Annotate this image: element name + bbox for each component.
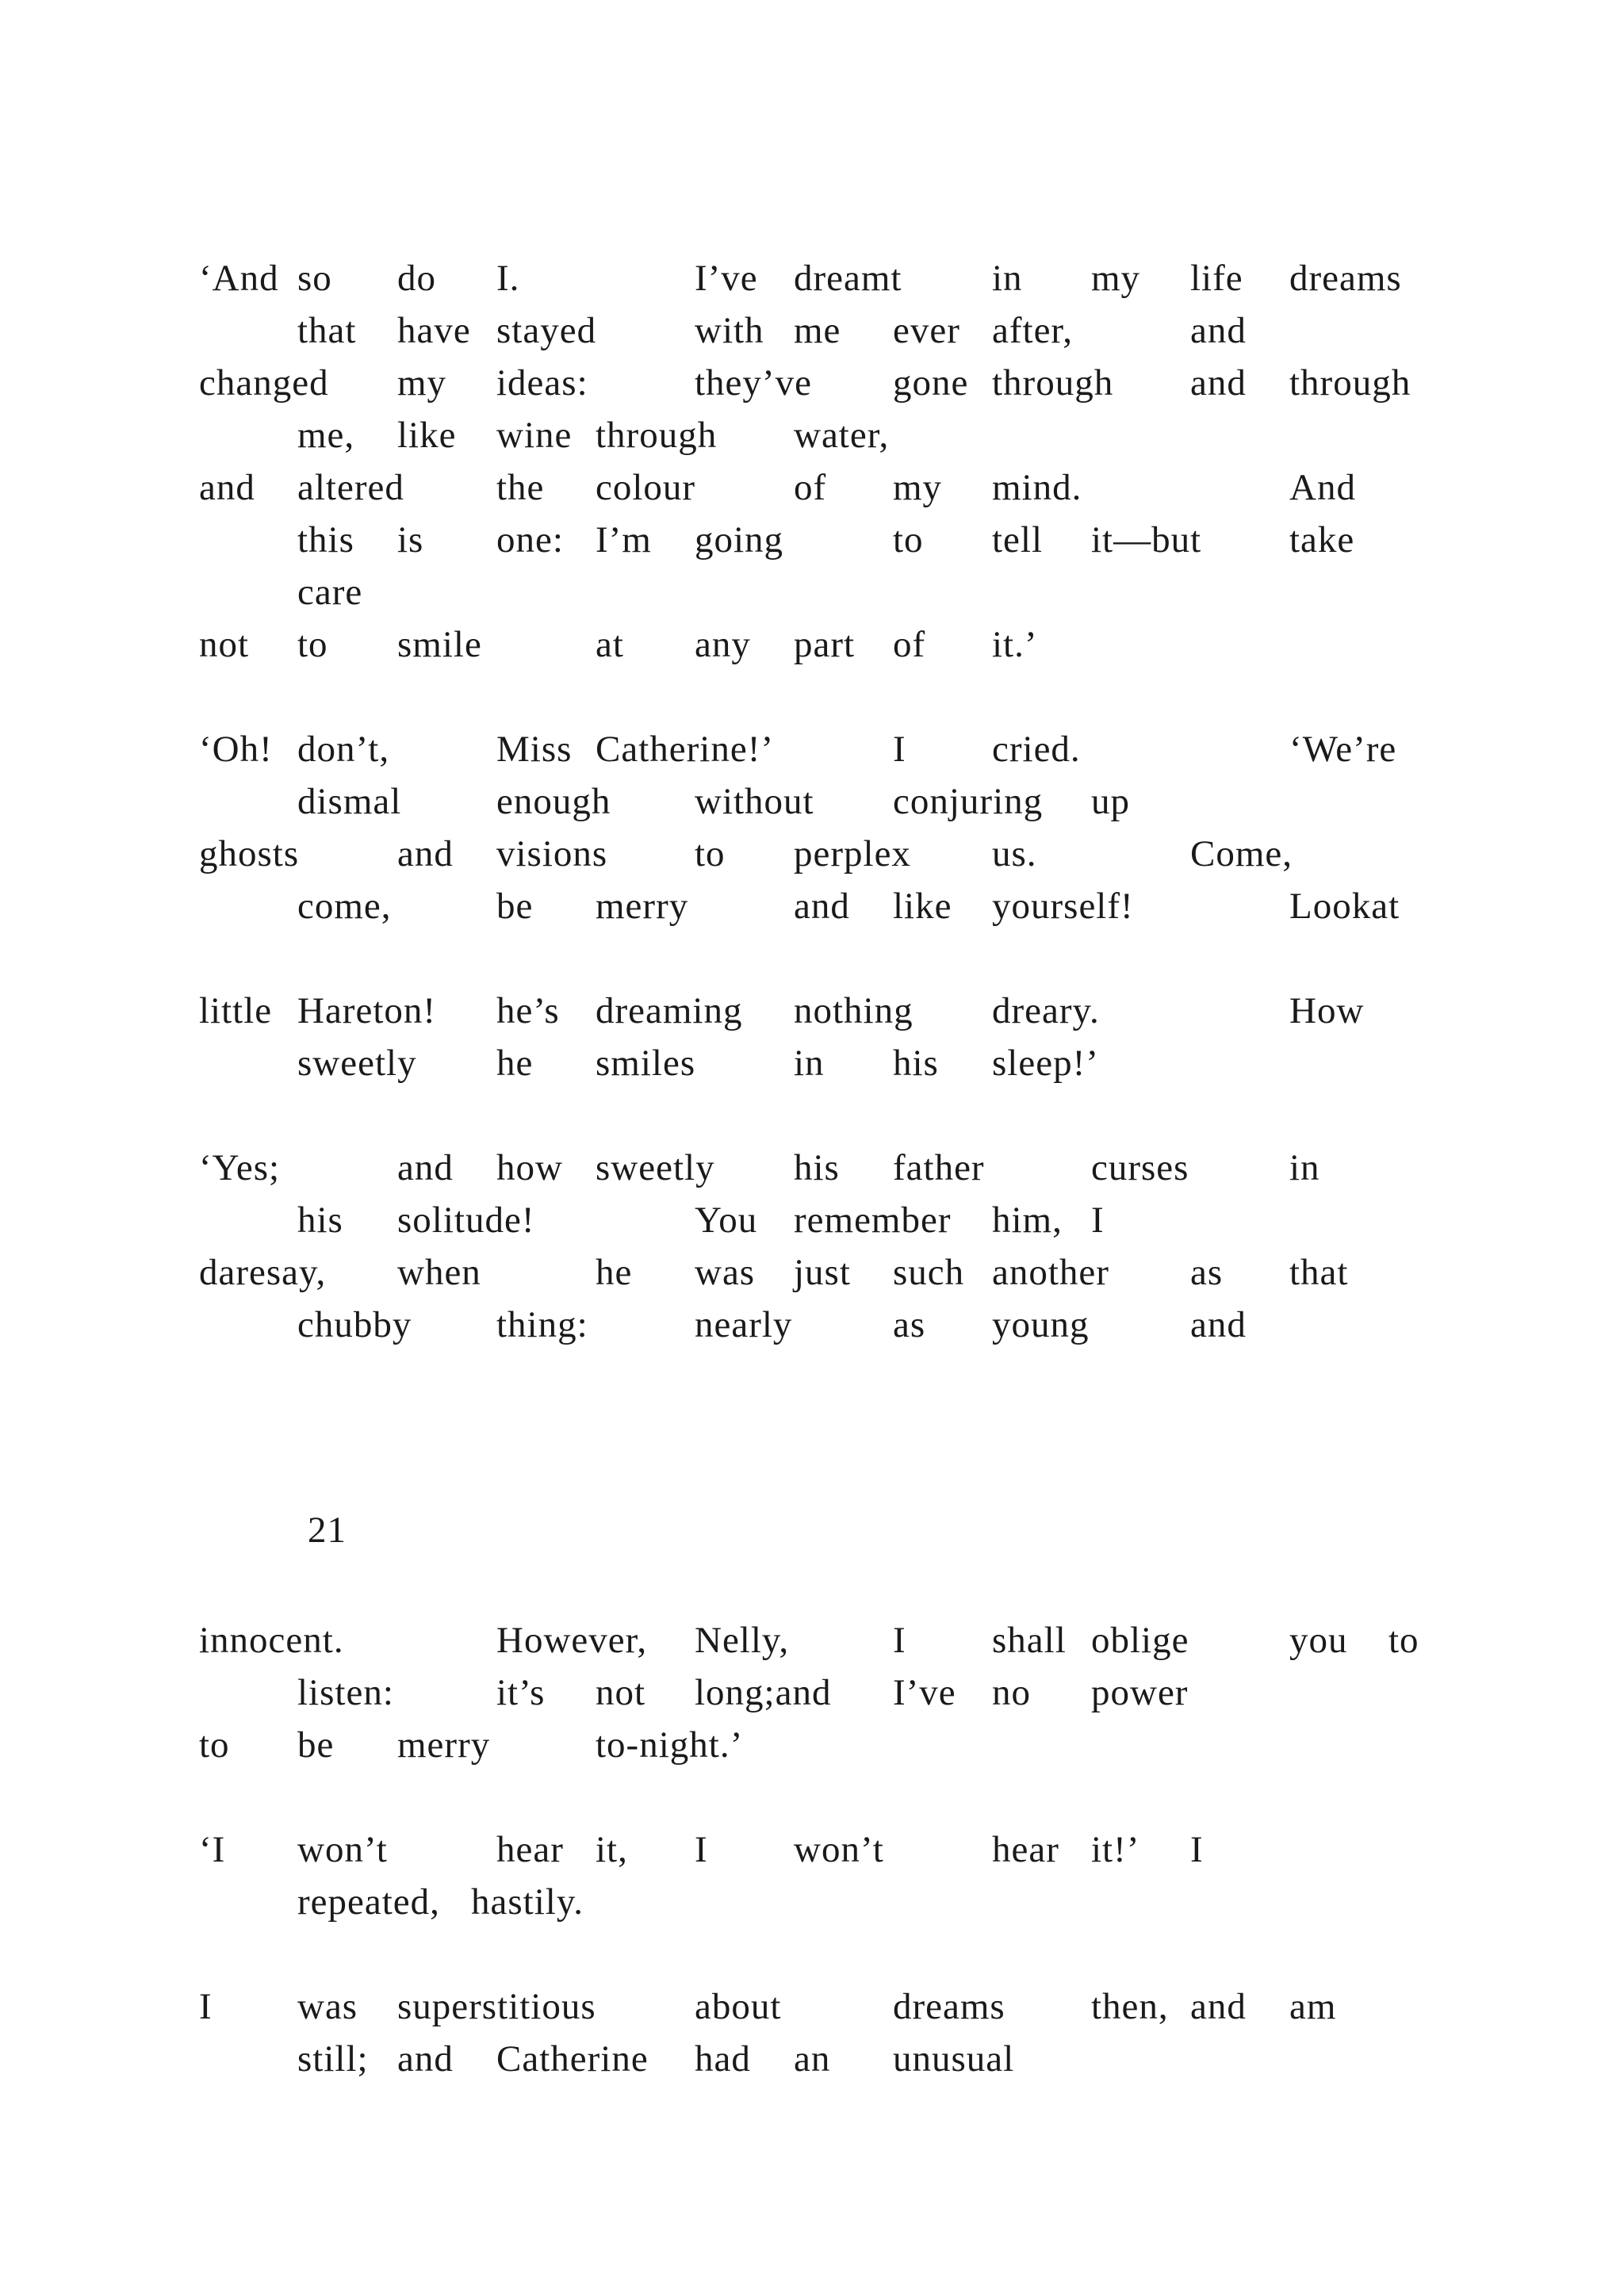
word: and — [397, 2038, 454, 2080]
word: yourself! — [992, 886, 1134, 927]
word: us. — [992, 833, 1037, 874]
word: without — [695, 781, 814, 822]
word: ‘Yes; — [199, 1147, 281, 1188]
word: then, — [1091, 1986, 1169, 2027]
text-line — [0, 252, 1624, 304]
word: sleep!’ — [992, 1043, 1099, 1084]
word: I’ve — [893, 1672, 956, 1713]
page-number: 21 — [308, 1510, 347, 1551]
text-line — [0, 1719, 1624, 1771]
word: repeated, — [297, 1881, 440, 1923]
word: Hareton! — [297, 990, 437, 1031]
word: take — [1289, 519, 1355, 561]
word: through — [992, 362, 1114, 404]
word: they’ve — [695, 362, 812, 404]
word: through — [1289, 362, 1411, 404]
word: hastily. — [471, 1881, 584, 1923]
word: However, — [496, 1620, 648, 1661]
word: dreaming — [596, 990, 743, 1031]
word: I — [1091, 1200, 1105, 1241]
word: dreams — [1289, 258, 1402, 299]
word: Catherine — [496, 2038, 649, 2080]
word: hear — [992, 1829, 1059, 1870]
word: you — [1289, 1620, 1348, 1661]
text-line — [0, 409, 1624, 461]
word: long;and — [695, 1672, 832, 1713]
text-line — [0, 566, 1624, 618]
text-line — [0, 880, 1624, 932]
word: am — [1289, 1986, 1337, 2027]
word: won’t — [297, 1829, 388, 1870]
word: up — [1091, 781, 1130, 822]
word: after, — [992, 310, 1073, 351]
word: it.’ — [992, 624, 1038, 665]
word: and — [1190, 1304, 1247, 1345]
word: unusual — [893, 2038, 1015, 2080]
word: sweetly — [297, 1043, 417, 1084]
word: nearly — [695, 1304, 793, 1345]
word: to — [297, 624, 328, 665]
word: How — [1289, 990, 1365, 1031]
word: colour — [596, 467, 696, 508]
text-line — [0, 2033, 1624, 2085]
word: of — [893, 624, 926, 665]
word: his — [893, 1043, 939, 1084]
text-line — [0, 1876, 1624, 1928]
word: part — [794, 624, 856, 665]
word: just — [794, 1252, 851, 1293]
word: how — [496, 1147, 563, 1188]
word: and — [199, 467, 255, 508]
word: have — [397, 310, 471, 351]
word: had — [695, 2038, 751, 2080]
word: at — [596, 624, 624, 665]
word: water, — [794, 415, 890, 456]
word: and — [1190, 362, 1247, 404]
word: in — [992, 258, 1023, 299]
word: perplex — [794, 833, 911, 874]
text-line — [0, 775, 1624, 828]
word: and — [1190, 1986, 1247, 2027]
word: ever — [893, 310, 960, 351]
text-line — [0, 514, 1624, 566]
word: changed — [199, 362, 329, 404]
word: listen: — [297, 1672, 394, 1713]
word: father — [893, 1147, 985, 1188]
text-line — [0, 1142, 1624, 1194]
word: I — [893, 729, 906, 770]
word: solitude! — [397, 1200, 535, 1241]
word: be — [496, 886, 534, 927]
word: don’t, — [297, 729, 390, 770]
word: such — [893, 1252, 965, 1293]
word: it, — [596, 1829, 628, 1870]
word: conjuring — [893, 781, 1044, 822]
word: dismal — [297, 781, 402, 822]
word: innocent. — [199, 1620, 344, 1661]
word: gone — [893, 362, 969, 404]
word: wine — [496, 415, 573, 456]
word: ideas: — [496, 362, 588, 404]
word: to — [199, 1724, 230, 1766]
word: still; — [297, 2038, 369, 2080]
word: nothing — [794, 990, 914, 1031]
text-line — [0, 1980, 1624, 2033]
word: You — [695, 1200, 758, 1241]
word: superstitious — [397, 1986, 596, 2027]
text-line — [0, 304, 1624, 357]
word: like — [397, 415, 457, 456]
word: like — [893, 886, 952, 927]
word: and — [1190, 310, 1247, 351]
word: so — [297, 258, 332, 299]
word: his — [297, 1200, 343, 1241]
word: it—but — [1091, 519, 1202, 561]
word: in — [1289, 1147, 1320, 1188]
word: an — [794, 2038, 831, 2080]
word: any — [695, 624, 751, 665]
word: little — [199, 990, 273, 1031]
word: Come, — [1190, 833, 1293, 874]
word: do — [397, 258, 436, 299]
word: curses — [1091, 1147, 1189, 1188]
word: he’s — [496, 990, 560, 1031]
word: be — [297, 1724, 335, 1766]
text-line — [0, 1667, 1624, 1719]
word: with — [695, 310, 764, 351]
word: dreams — [893, 1986, 1005, 2027]
word: ‘And — [199, 258, 279, 299]
word: I’ve — [695, 258, 758, 299]
word: mind. — [992, 467, 1082, 508]
word: as — [1190, 1252, 1224, 1293]
word: I — [199, 1986, 213, 2027]
word: that — [1289, 1252, 1349, 1293]
text-line — [0, 1299, 1624, 1351]
word: not — [596, 1672, 646, 1713]
word: it!’ — [1091, 1829, 1140, 1870]
word: I — [695, 1829, 708, 1870]
text-line — [0, 1823, 1624, 1876]
word: me — [794, 310, 841, 351]
word: my — [1091, 258, 1141, 299]
word: about — [695, 1986, 782, 2027]
word: I — [1190, 1829, 1204, 1870]
word: in — [794, 1043, 825, 1084]
word: I. — [496, 258, 520, 299]
word: shall — [992, 1620, 1067, 1661]
word: not — [199, 624, 250, 665]
word: another — [992, 1252, 1109, 1293]
text-line — [0, 1614, 1624, 1667]
word: young — [992, 1304, 1090, 1345]
word: ‘We’re — [1289, 729, 1397, 770]
word: my — [893, 467, 943, 508]
word: come, — [297, 886, 392, 927]
word: stayed — [496, 310, 597, 351]
word: his — [794, 1147, 840, 1188]
word: sweetly — [596, 1147, 715, 1188]
word: one: — [496, 519, 564, 561]
word: ghosts — [199, 833, 300, 874]
word: And — [1289, 467, 1356, 508]
word: merry — [596, 886, 689, 927]
word: that — [297, 310, 357, 351]
word: when — [397, 1252, 481, 1293]
word: won’t — [794, 1829, 884, 1870]
word: thing: — [496, 1304, 588, 1345]
text-line — [0, 618, 1624, 671]
text-line — [0, 461, 1624, 514]
word: Lookat — [1289, 886, 1400, 927]
word: cried. — [992, 729, 1081, 770]
word: to — [695, 833, 726, 874]
text-line — [0, 357, 1624, 409]
word: care — [297, 572, 363, 613]
word: Miss — [496, 729, 573, 770]
word: chubby — [297, 1304, 412, 1345]
word: altered — [297, 467, 404, 508]
text-line — [0, 723, 1624, 775]
word: it’s — [496, 1672, 546, 1713]
word: going — [695, 519, 784, 561]
word: and — [794, 886, 850, 927]
word: to — [893, 519, 924, 561]
word: of — [794, 467, 827, 508]
word: dreary. — [992, 990, 1100, 1031]
word: Nelly, — [695, 1620, 790, 1661]
word: oblige — [1091, 1620, 1189, 1661]
word: dreamt — [794, 258, 902, 299]
word: was — [695, 1252, 756, 1293]
word: I’m — [596, 519, 652, 561]
word: visions — [496, 833, 608, 874]
word: my — [397, 362, 447, 404]
word: remember — [794, 1200, 952, 1241]
text-line — [0, 985, 1624, 1037]
word: the — [496, 467, 545, 508]
text-line — [0, 828, 1624, 880]
word: as — [893, 1304, 926, 1345]
word: him, — [992, 1200, 1063, 1241]
text-line — [0, 1246, 1624, 1299]
word: tell — [992, 519, 1044, 561]
word: was — [297, 1986, 358, 2027]
word: this — [297, 519, 354, 561]
word: is — [397, 519, 424, 561]
word: Catherine!’ — [596, 729, 775, 770]
word: to — [1388, 1620, 1419, 1661]
word: life — [1190, 258, 1243, 299]
word: I — [893, 1620, 906, 1661]
word: hear — [496, 1829, 564, 1870]
word: and — [397, 833, 454, 874]
word: through — [596, 415, 718, 456]
word: daresay, — [199, 1252, 327, 1293]
word: ‘I — [199, 1829, 226, 1870]
word: to-night.’ — [596, 1724, 744, 1766]
word: merry — [397, 1724, 491, 1766]
word: no — [992, 1672, 1031, 1713]
word: smiles — [596, 1043, 696, 1084]
text-line — [0, 1037, 1624, 1089]
word: he — [496, 1043, 534, 1084]
word: and — [397, 1147, 454, 1188]
word: me, — [297, 415, 355, 456]
word: enough — [496, 781, 611, 822]
word: power — [1091, 1672, 1189, 1713]
word: he — [596, 1252, 633, 1293]
word: smile — [397, 624, 482, 665]
word: ‘Oh! — [199, 729, 273, 770]
text-line — [0, 1194, 1624, 1246]
